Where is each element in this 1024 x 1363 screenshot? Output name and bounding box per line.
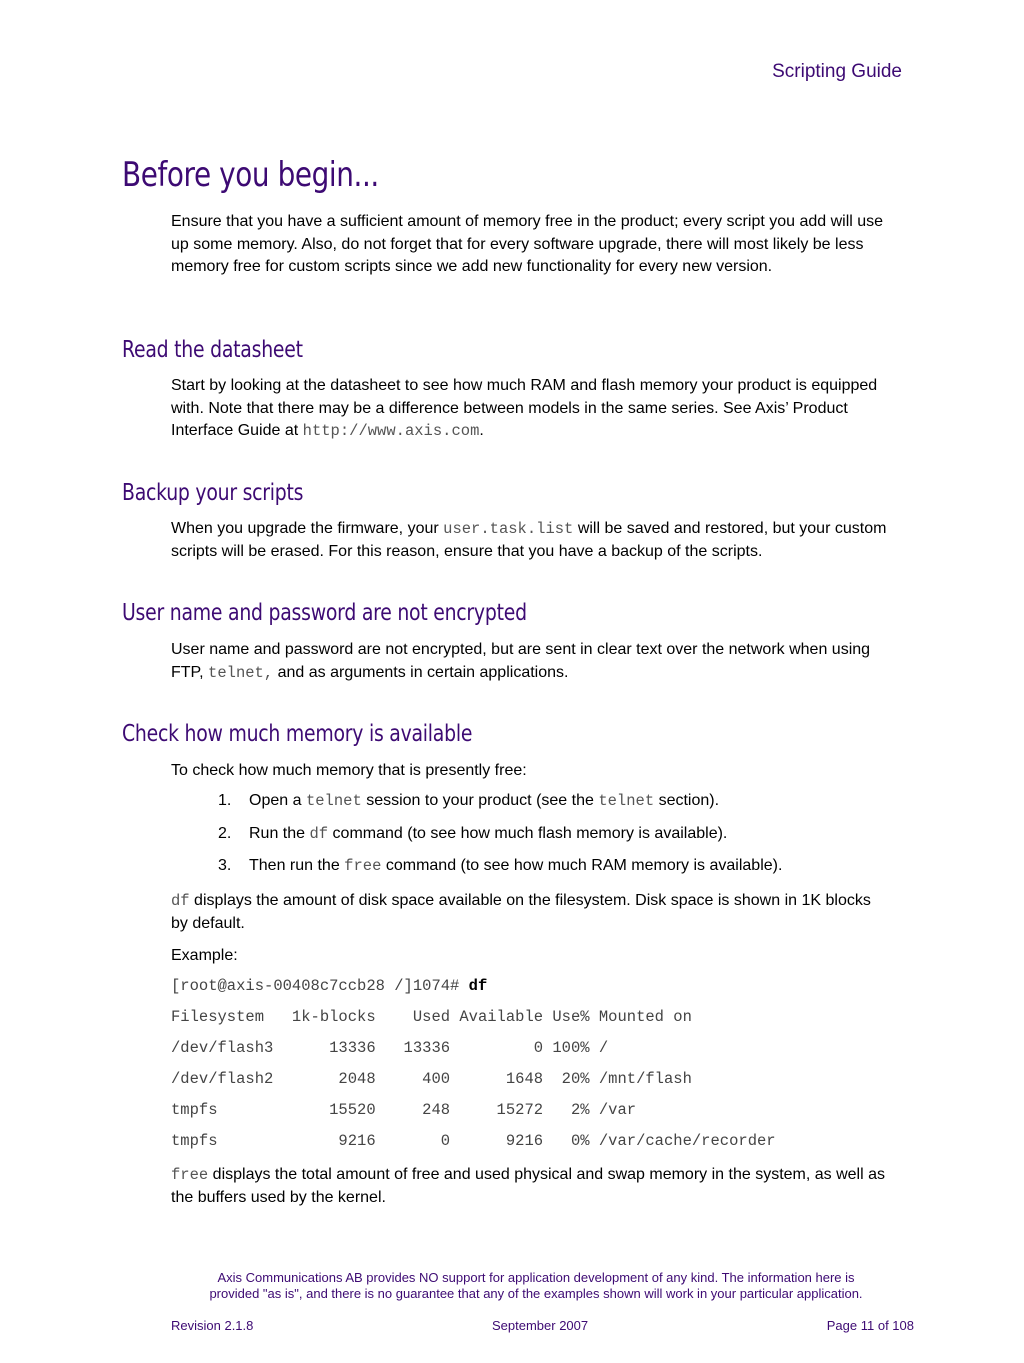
disclaimer-line: provided "as is", and there is no guarantee that any of the examples shown will work in your particular application. (209, 1286, 863, 1301)
code-line: /dev/flash2 2048 400 1648 20% /mnt/flash (171, 1070, 692, 1088)
step-text: command (to see how much RAM memory is available). (381, 857, 783, 874)
step-code: telnet (598, 792, 655, 810)
footer-revision: Revision 2.1.8 (171, 1318, 254, 1333)
prompt-line (171, 977, 487, 995)
shell-command: df (468, 977, 488, 995)
footer-page-number: Page 11 of 108 (826, 1318, 914, 1333)
section-heading-memory: Check how much memory is available (122, 721, 473, 747)
example-label: Example: (171, 947, 238, 964)
encryption-text-end: and as arguments in certain applications. (273, 663, 569, 681)
step-code: telnet (305, 792, 362, 810)
section-heading-datasheet: Read the datasheet (122, 337, 303, 363)
step-text: Open a (249, 792, 306, 809)
list-item (218, 825, 727, 843)
df-code: df (171, 892, 190, 910)
code-line: /dev/flash3 13336 13336 0 100% / (171, 1039, 609, 1057)
encryption-paragraph (171, 639, 891, 684)
encryption-text: User name and password are not encrypted, but are sent in clear text over the network when using FTP, (171, 641, 871, 681)
list-item (218, 792, 719, 810)
disclaimer-line: Axis Communications AB provides NO support for application development of any kind. The information here is (217, 1270, 855, 1285)
backup-text-end: will be saved and restored, but your custom scripts will be erased. For this reason, ensure that you have a backup of the scripts. (171, 520, 887, 560)
free-text: displays the total amount of free and used physical and swap memory in the system, as well as the buffers used by the kernel. (171, 1166, 885, 1206)
list-number: 2. (218, 825, 232, 842)
datasheet-paragraph (171, 375, 891, 443)
section-heading-backup: Backup your scripts (122, 480, 304, 506)
intro-paragraph: Ensure that you have a sufficient amount of memory free in the product; every script you add will use up some memory. Also, do not forget that for every software upgrade, there will most likely be less memory free for custom scripts since we add new functionality for every new version. (171, 213, 884, 275)
list-number: 1. (218, 792, 232, 809)
axis-url[interactable]: http://www.axis.com (302, 422, 480, 440)
step-code: free (344, 857, 382, 875)
step-text: Run the (249, 825, 310, 842)
list-number: 3. (218, 857, 232, 874)
df-text: displays the amount of disk space available on the filesystem. Disk space is shown in 1K blocks by default. (171, 892, 871, 932)
backup-text: When you upgrade the firmware, your (171, 520, 444, 537)
backup-paragraph (171, 518, 891, 563)
code-line: tmpfs 9216 0 9216 0% /var/cache/recorder (171, 1132, 776, 1150)
encryption-code: telnet, (208, 663, 274, 682)
page-heading: Before you begin... (122, 155, 379, 195)
backup-code: user.task.list (443, 520, 574, 538)
free-paragraph (171, 1164, 891, 1209)
df-paragraph (171, 890, 891, 935)
step-code: df (309, 825, 329, 843)
list-item (218, 857, 782, 875)
code-line: tmpfs 15520 248 15272 2% /var (171, 1101, 637, 1119)
footer-date: September 2007 (492, 1318, 589, 1333)
memory-lead: To check how much memory that is presently free: (171, 762, 527, 779)
code-line: Filesystem 1k-blocks Used Available Use% Mounted on (171, 1008, 692, 1026)
shell-prompt: [root@axis-00408c7ccb28 /]1074# (171, 977, 469, 995)
footer-disclaimer (120, 1270, 952, 1302)
step-text: Then run the (249, 857, 345, 874)
free-code: free (171, 1166, 209, 1184)
header-title: Scripting Guide (772, 61, 902, 82)
step-text: session to your product (see the (361, 792, 599, 809)
datasheet-text-end: . (479, 422, 484, 439)
step-text: section). (654, 792, 720, 809)
section-heading-encryption: User name and password are not encrypted (122, 600, 527, 626)
step-text: command (to see how much flash memory is available). (328, 825, 728, 842)
datasheet-text: Start by looking at the datasheet to see how much RAM and flash memory your product is equipped with. Note that there may be a difference between models in the same series. See Axis’ Product Interface Guide at (171, 377, 878, 439)
